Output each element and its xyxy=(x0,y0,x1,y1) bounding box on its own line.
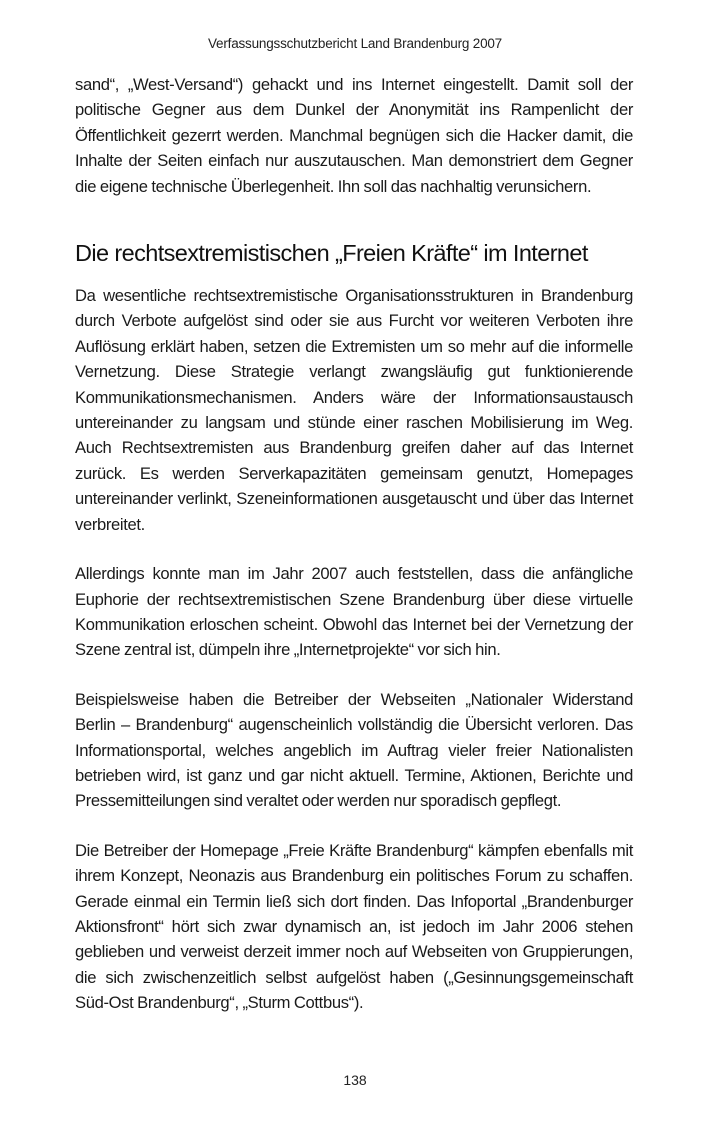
page-number: 138 xyxy=(343,1072,367,1088)
body-paragraph: Beispielsweise haben die Betreiber der Webseiten „Nationaler Widerstand Berlin – Brandenburg“ augenscheinlich vollständig die Übersicht verloren. Das Informationsportal, welches angeblich im Auftrag vieler freier Nationalisten betrieben wird, ist ganz und gar nicht aktuell. Termine, Aktionen, Berichte und Pressemitteilungen sind veraltet oder werden nur sporadisch gepflegt. xyxy=(75,689,633,811)
intro-paragraph: sand“, „West-Versand“) gehackt und ins Internet eingestellt. Damit soll der politische Gegner aus dem Dunkel der Anonymität ins Rampenlicht der Öffentlichkeit gezerrt werden. Manchmal begnügen sich die Hacker damit, die Inhalte der Seiten einfach nur auszutauschen. Man demonstriert dem Gegner die eigene technische Überlegenheit. Ihn soll das nachhaltig verunsichern. xyxy=(75,75,633,196)
section-heading: Die rechtsextremistischen „Freien Kräfte“ im Internet xyxy=(75,240,588,267)
body-paragraph: Allerdings konnte man im Jahr 2007 auch feststellen, dass die anfängliche Euphorie der rechtsextremistischen Szene Brandenburg über diese virtuelle Kommunikation erloschen scheint. Obwohl das Internet bei der Vernetzung der Szene zentral ist, dümpeln ihre „Internetprojekte“ vor sich hin. xyxy=(75,564,633,660)
page-content xyxy=(75,72,633,1016)
running-header: Verfassungsschutzbericht Land Brandenburg 2007 xyxy=(207,36,502,51)
body-paragraph: Die Betreiber der Homepage „Freie Kräfte Brandenburg“ kämpfen ebenfalls mit ihrem Konzept, Neonazis aus Brandenburg ein politisches Forum zu schaffen. Gerade einmal ein Termin ließ sich dort finden. Das Infoportal „Brandenburger Aktionsfront“ hört sich zwar dynamisch an, ist jedoch im Jahr 2006 stehen geblieben und verweist derzeit immer noch auf Webseiten von Gruppierungen, die sich zwischenzeitlich selbst aufgelöst haben („Gesinnungsgemeinschaft Süd-Ost Brandenburg“, „Sturm Cottbus“). xyxy=(75,840,633,1013)
body-paragraph: Da wesentliche rechtsextremistische Organisationsstrukturen in Brandenburg durch Verbote aufgelöst sind oder sie aus Furcht vor weiteren Verboten ihre Auflösung erklärt haben, setzen die Extremisten um so mehr auf die informelle Vernetzung. Diese Strategie verlangt zwangsläufig gut funktionierende Kommunikationsmechanismen. Anders wäre der Informationsaustausch untereinander zu langsam und stünde einer raschen Mobilisierung im Weg. Auch Rechtsextremisten aus Brandenburg greifen daher auf das Internet zurück. Es werden Serverkapazitäten gemeinsam genutzt, Homepages untereinander verlinkt, Szeneinformationen ausgetauscht und über das Internet verbreitet. xyxy=(75,286,633,534)
